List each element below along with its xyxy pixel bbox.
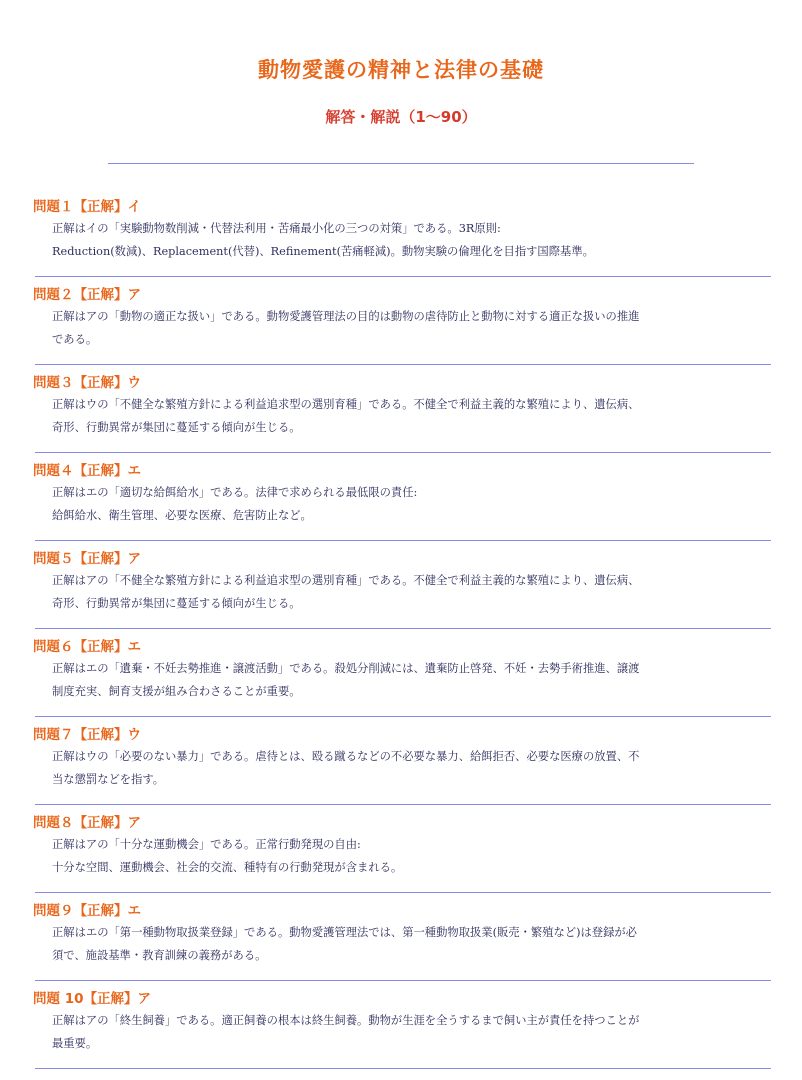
question-item [33, 717, 771, 805]
question-item [33, 893, 771, 981]
question-answer-header: 問題６【正解】エ [33, 639, 141, 655]
explanation-line: 制度充実、飼育支援が組み合わさることが重要。 [52, 685, 301, 698]
explanation-text [52, 745, 774, 791]
document-subtitle: 解答・解説（1〜90） [325, 108, 477, 126]
question-item [33, 453, 771, 541]
question-answer-header: 問題 10【正解】ア [33, 991, 151, 1007]
explanation-line: 十分な空間、運動機会、社会的交流、種特有の行動発現が含まれる。 [52, 861, 403, 874]
document-title: 動物愛護の精神と法律の基礎 [258, 58, 544, 82]
question-item [33, 805, 771, 893]
explanation-line: 正解はアの「動物の適正な扱い」である。動物愛護管理法の目的は動物の虐待防止と動物に対する適正な扱いの推進 [52, 310, 640, 323]
question-answer-header: 問題３【正解】ウ [33, 375, 141, 391]
explanation-line: 正解はイの「実験動物数削減・代替法利用・苦痛最小化の三つの対策」である。3R原則: [52, 222, 501, 235]
question-answer-header: 問題４【正解】エ [33, 463, 141, 479]
explanation-line: 奇形、行動異常が集団に蔓延する傾向が生じる。 [52, 597, 301, 610]
explanation-line: 奇形、行動異常が集団に蔓延する傾向が生じる。 [52, 421, 301, 434]
question-item [33, 981, 771, 1069]
explanation-line: 正解はエの「遺棄・不妊去勢推進・譲渡活動」である。殺処分削減には、遺棄防止啓発、不妊・去勢手術推進、譲渡 [52, 662, 640, 675]
explanation-line: 正解はエの「適切な給餌給水」である。法律で求められる最低限の責任: [52, 486, 418, 499]
question-answer-header: 問題８【正解】ア [33, 815, 141, 831]
explanation-line: 正解はアの「不健全な繁殖方針による利益追求型の選別育種」である。不健全で利益主義的な繁殖により、遺伝病、 [52, 574, 640, 587]
explanation-line: 給餌給水、衛生管理、必要な医療、危害防止など。 [52, 509, 312, 522]
explanation-text [52, 921, 774, 967]
question-list [33, 189, 771, 1069]
explanation-text [52, 1009, 774, 1055]
explanation-line: 須で、施設基準・教育訓練の義務がある。 [52, 949, 267, 962]
explanation-text [52, 833, 774, 879]
question-item [33, 277, 771, 365]
explanation-text [52, 217, 774, 263]
question-answer-header: 問題１【正解】イ [33, 199, 141, 215]
explanation-line: 正解はアの「終生飼養」である。適正飼養の根本は終生飼養。動物が生涯を全うするまで飼い主が責任を持つことが [52, 1014, 640, 1027]
explanation-text [52, 481, 774, 527]
explanation-text [52, 569, 774, 615]
explanation-text [52, 393, 774, 439]
explanation-line: 正解はウの「不健全な繁殖方針による利益追求型の選別育種」である。不健全で利益主義的な繁殖により、遺伝病、 [52, 398, 640, 411]
question-item [33, 629, 771, 717]
question-item [33, 365, 771, 453]
explanation-line: 当な懲罰などを指す。 [52, 773, 165, 786]
question-answer-header: 問題２【正解】ア [33, 287, 141, 303]
question-answer-header: 問題９【正解】エ [33, 903, 141, 919]
explanation-line: 正解はアの「十分な運動機会」である。正常行動発現の自由: [52, 838, 361, 851]
explanation-line: 正解はエの「第一種動物取扱業登録」である。動物愛護管理法では、第一種動物取扱業(販売・繁殖など)は登録が必 [52, 926, 637, 939]
explanation-line: Reduction(数減)、Replacement(代替)、Refinement(苦痛軽減)。動物実験の倫理化を目指す国際基準。 [52, 245, 594, 258]
question-answer-header: 問題５【正解】ア [33, 551, 141, 567]
explanation-text [52, 657, 774, 703]
title-divider [108, 163, 694, 164]
question-answer-header: 問題７【正解】ウ [33, 727, 141, 743]
explanation-line: 正解はウの「必要のない暴力」である。虐待とは、殴る蹴るなどの不必要な暴力、給餌拒否、必要な医療の放置、不 [52, 750, 640, 763]
question-divider [35, 1068, 771, 1069]
question-item [33, 189, 771, 277]
explanation-line: 最重要。 [52, 1037, 98, 1050]
question-item [33, 541, 771, 629]
explanation-text [52, 305, 774, 351]
explanation-line: である。 [52, 333, 98, 346]
